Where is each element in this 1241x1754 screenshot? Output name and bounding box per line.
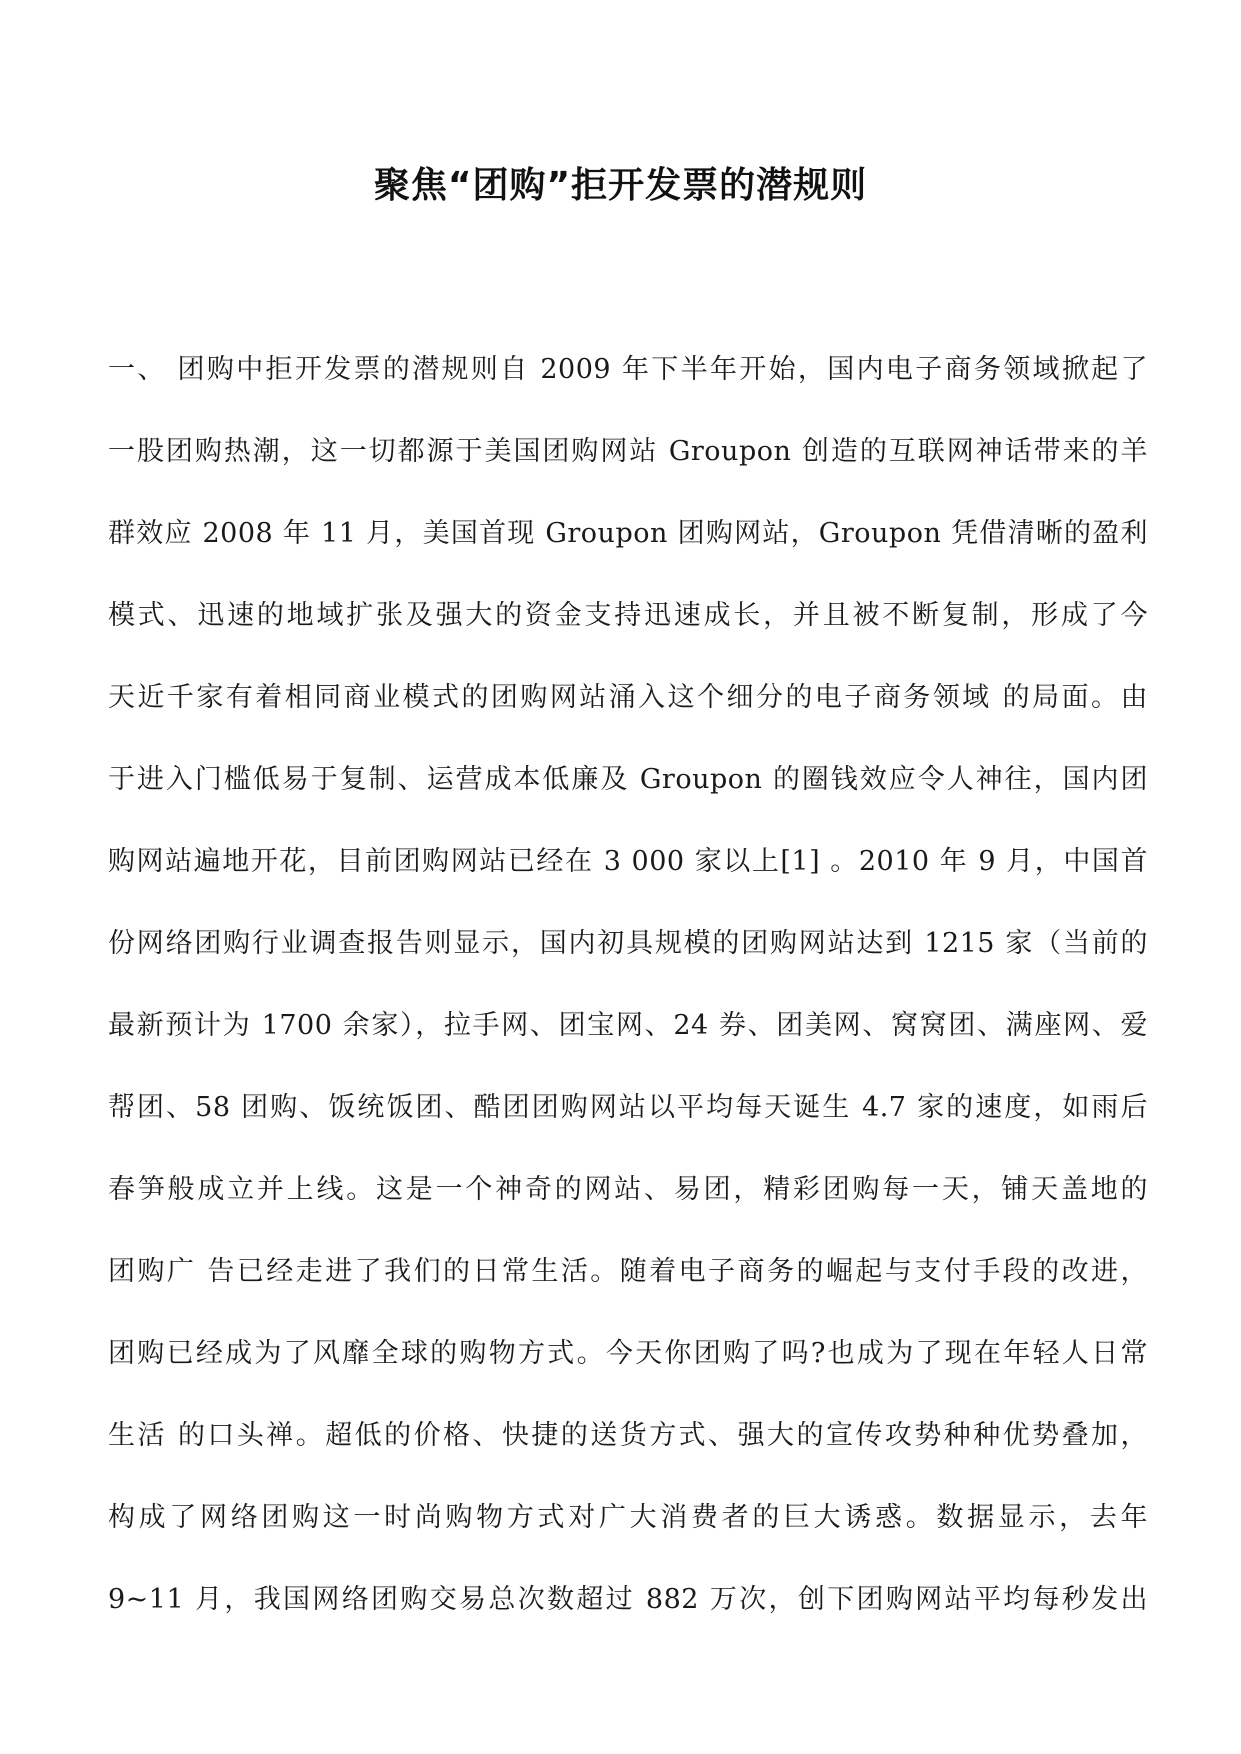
paragraph-line: 模式、迅速的地域扩张及强大的资金支持迅速成长，并且被不断复制，形成了今 <box>108 600 1148 631</box>
paragraph-line: 团购广 告已经走进了我们的日常生活。随着电子商务的崛起与支付手段的改进， <box>108 1256 1148 1287</box>
paragraph-line: 群效应 2008 年 11 月，美国首现 Groupon 团购网站，Groupon 凭借清晰的盈利 <box>108 518 1148 549</box>
paragraph-line: 一股团购热潮，这一切都源于美国团购网站 Groupon 创造的互联网神话带来的羊 <box>108 436 1148 467</box>
paragraph-line: 天近千家有着相同商业模式的团购网站涌入这个细分的电子商务领域 的局面。由 <box>108 682 1148 713</box>
paragraph-line: 购网站遍地开花，目前团购网站已经在 3 000 家以上[1] 。2010 年 9 月，中国首 <box>108 846 1148 877</box>
paragraph-line: 9~11 月，我国网络团购交易总次数超过 882 万次，创下团购网站平均每秒发出 <box>108 1584 1148 1615</box>
paragraph-line: 于进入门槛低易于复制、运营成本低廉及 Groupon 的圈钱效应令人神往，国内团 <box>108 764 1148 795</box>
paragraph-line: 生活 的口头禅。超低的价格、快捷的送货方式、强大的宣传攻势种种优势叠加， <box>108 1420 1148 1451</box>
paragraph-line: 春笋般成立并上线。这是一个神奇的网站、易团，精彩团购每一天，铺天盖地的 <box>108 1174 1148 1205</box>
paragraph-line: 一、 团购中拒开发票的潜规则自 2009 年下半年开始，国内电子商务领域掀起了 <box>108 354 1148 385</box>
paragraph-line: 团购已经成为了风靡全球的购物方式。今天你团购了吗?也成为了现在年轻人日常 <box>108 1338 1148 1369</box>
paragraph-line: 帮团、58 团购、饭统饭团、酷团团购网站以平均每天诞生 4.7 家的速度，如雨后 <box>108 1092 1148 1123</box>
document-body <box>108 340 1148 1652</box>
paragraph-line: 构成了网络团购这一时尚购物方式对广大消费者的巨大诱惑。数据显示，去年 <box>108 1502 1148 1533</box>
paragraph-line: 份网络团购行业调查报告则显示，国内初具规模的团购网站达到 1215 家（当前的 <box>108 928 1148 959</box>
paragraph-line: 最新预计为 1700 余家），拉手网、团宝网、24 券、团美网、窝窝团、满座网、爱 <box>108 1010 1148 1041</box>
document-title: 聚焦“团购”拒开发票的潜规则 <box>373 165 868 206</box>
